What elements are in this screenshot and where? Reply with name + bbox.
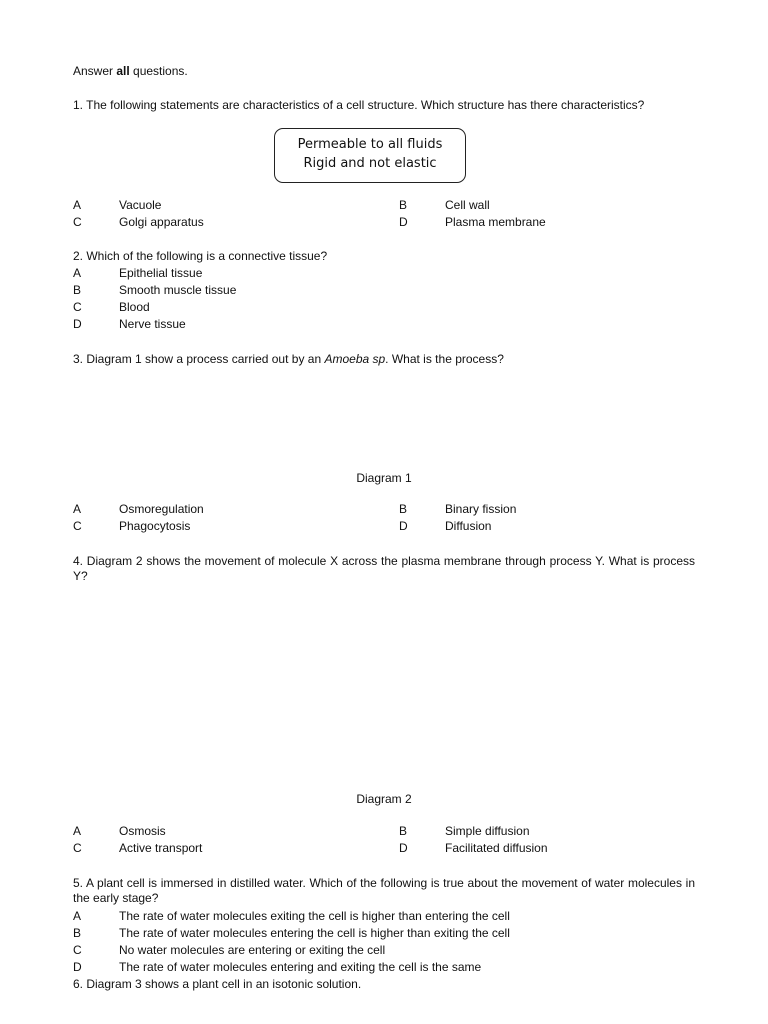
- q3-text-post: . What is the process?: [385, 352, 504, 366]
- q1-option-d-text: Plasma membrane: [445, 215, 546, 229]
- instruction-pre: Answer: [73, 64, 117, 78]
- q3-option-d-text: Diffusion: [445, 519, 492, 533]
- q5-option-c-text: No water molecules are entering or exiting the cell: [119, 943, 386, 957]
- q2-option-d-letter: D: [73, 317, 82, 331]
- q1-option-c-text: Golgi apparatus: [119, 215, 204, 229]
- q2-option-d-text: Nerve tissue: [119, 317, 186, 331]
- q1-option-a-text: Vacuole: [119, 198, 162, 212]
- q3-text-pre: 3. Diagram 1 show a process carried out by an: [73, 352, 325, 366]
- q3-option-a-letter: A: [73, 502, 82, 516]
- q4-option-c-text: Active transport: [119, 841, 203, 855]
- q2-option-a-letter: A: [73, 266, 82, 280]
- characteristic-line-1: Permeable to all fluids: [297, 137, 443, 152]
- q3-option-c-text: Phagocytosis: [119, 519, 191, 533]
- characteristic-line-2: Rigid and not elastic: [303, 156, 437, 171]
- question-1-text: 1. The following statements are characteristics of a cell structure. Which structure has there characteristics?: [73, 98, 645, 112]
- q5-option-d-letter: D: [73, 960, 82, 974]
- q5-option-a-letter: A: [73, 909, 82, 923]
- q4-option-b-letter: B: [399, 824, 408, 838]
- question-6-text: 6. Diagram 3 shows a plant cell in an isotonic solution.: [73, 977, 362, 991]
- q1-option-c-letter: C: [73, 215, 82, 229]
- q3-option-a-text: Osmoregulation: [119, 502, 204, 516]
- q2-option-b-letter: B: [73, 283, 82, 297]
- question-5-text: 5. A plant cell is immersed in distilled water. Which of the following is true about the movement of water molecules in the early stage?: [73, 876, 695, 905]
- instruction-post: questions.: [129, 64, 188, 78]
- q1-option-a-letter: A: [73, 198, 82, 212]
- q4-option-c-letter: C: [73, 841, 82, 855]
- q5-option-c-letter: C: [73, 943, 82, 957]
- q4-option-a-text: Osmosis: [119, 824, 166, 838]
- diagram-1-caption: Diagram 1: [356, 471, 412, 485]
- q1-option-b-text: Cell wall: [445, 198, 490, 212]
- question-2-text: 2. Which of the following is a connective tissue?: [73, 249, 328, 263]
- q5-option-b-text: The rate of water molecules entering the cell is higher than exiting the cell: [119, 926, 510, 940]
- q1-option-d-letter: D: [399, 215, 408, 229]
- q4-option-b-text: Simple diffusion: [445, 824, 530, 838]
- q2-option-a-text: Epithelial tissue: [119, 266, 203, 280]
- q5-option-b-letter: B: [73, 926, 82, 940]
- q3-option-b-letter: B: [399, 502, 408, 516]
- q5-option-d-text: The rate of water molecules entering and exiting the cell is the same: [119, 960, 482, 974]
- q4-option-a-letter: A: [73, 824, 82, 838]
- q3-option-c-letter: C: [73, 519, 82, 533]
- q4-option-d-letter: D: [399, 841, 408, 855]
- diagram-2-caption: Diagram 2: [356, 792, 412, 806]
- q2-option-c-letter: C: [73, 300, 82, 314]
- instruction-bold: all: [116, 64, 130, 78]
- q3-option-b-text: Binary fission: [445, 502, 517, 516]
- q4-option-d-text: Facilitated diffusion: [445, 841, 548, 855]
- characteristics-box: [274, 128, 466, 183]
- question-4-text: 4. Diagram 2 shows the movement of molecule X across the plasma membrane through process Y. What is process Y?: [73, 554, 695, 583]
- q1-option-b-letter: B: [399, 198, 408, 212]
- q2-option-b-text: Smooth muscle tissue: [119, 283, 237, 297]
- question-3-text: [73, 352, 504, 367]
- q5-option-a-text: The rate of water molecules exiting the cell is higher than entering the cell: [119, 909, 510, 923]
- q3-text-italic: Amoeba sp: [324, 352, 386, 366]
- q2-option-c-text: Blood: [119, 300, 150, 314]
- q3-option-d-letter: D: [399, 519, 408, 533]
- instruction-line: [73, 64, 188, 79]
